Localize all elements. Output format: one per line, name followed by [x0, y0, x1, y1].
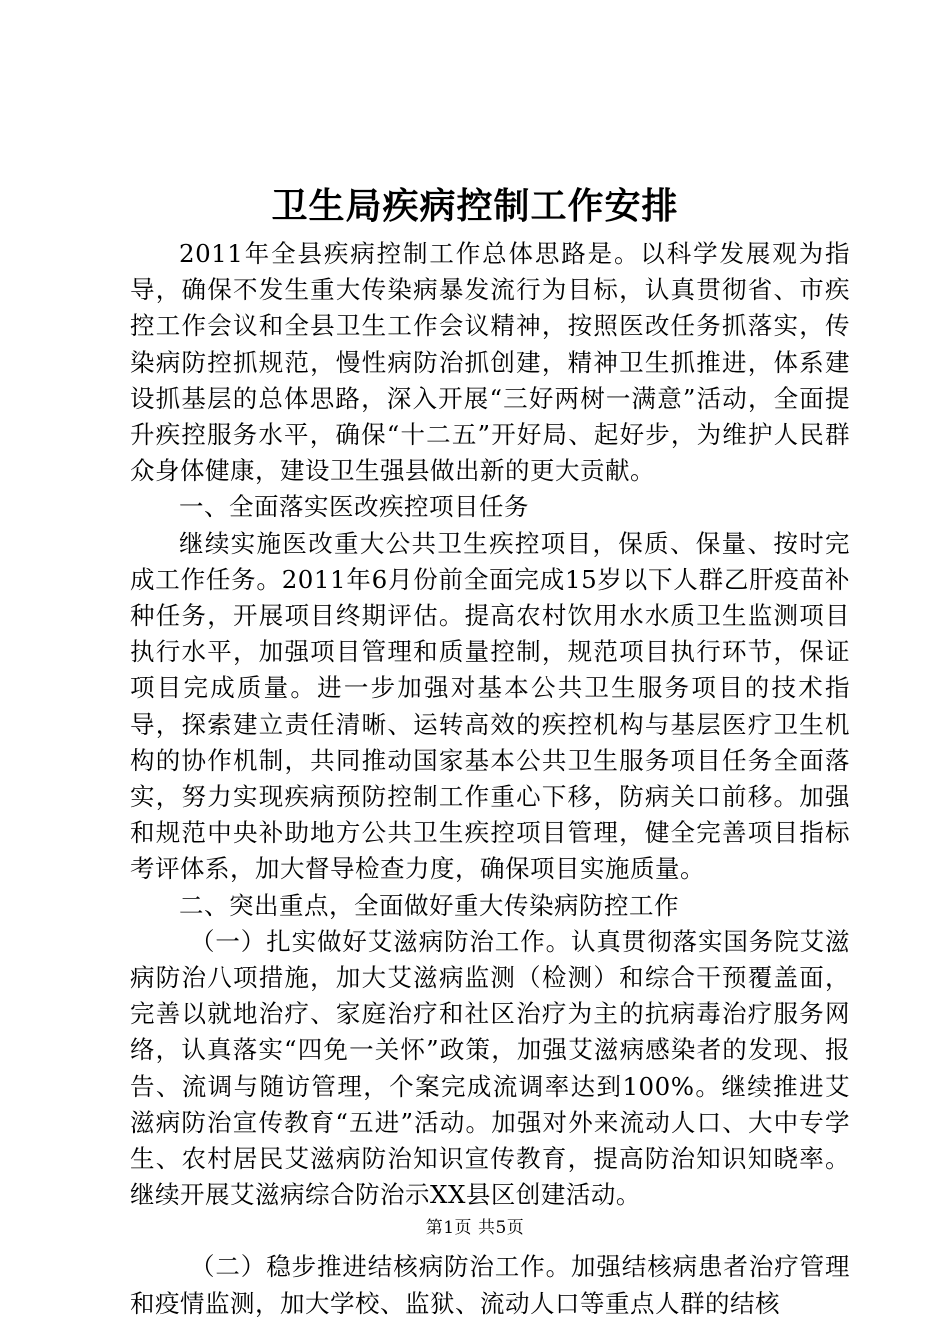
paragraph-aids-prevention: （一）扎实做好艾滋病防治工作。认真贯彻落实国务院艾滋病防治八项措施，加大艾滋病监测（检测）和综合干预覆盖面，完善以就地治疗、家庭治疗和社区治疗为主的抗病毒治疗服务网络，认真落实“四免一关怀”政策，加强艾滋病感染者的发现、报告、流调与随访管理，个案完成流调率达到100%。继续推进艾滋病防治宣传教育“五进”活动。加强对外来流动人口、大中专学生、农村居民艾滋病防治知识宣传教育，提高防治知识知晓率。继续开展艾滋病综合防治示XX县区创建活动。 [130, 926, 850, 1210]
page-footer: 第1页 共5页 [425, 1218, 525, 1238]
section-heading-2: 二、突出重点，全面做好重大传染病防控工作 [179, 890, 679, 920]
paragraph-tuberculosis-prevention: （二）稳步推进结核病防治工作。加强结核病患者治疗管理和疫情监测，加大学校、监狱、流动人口等重点人群的结核 [130, 1252, 850, 1318]
section-heading-1: 一、全面落实医改疾控项目任务 [179, 492, 529, 522]
document-body [130, 236, 850, 1322]
paragraph-section-1: 继续实施医改重大公共卫生疾控项目，保质、保量、按时完成工作任务。2011年6月份前全面完成15岁以下人群乙肝疫苗补种任务，开展项目终期评估。提高农村饮用水水质卫生监测项目执行水平，加强项目管理和质量控制，规范项目执行环节，保证项目完成质量。进一步加强对基本公共卫生服务项目的技术指导，探索建立责任清晰、运转高效的疾控机构与基层医疗卫生机构的协作机制，共同推动国家基本公共卫生服务项目任务全面落实，努力实现疾病预防控制工作重心下移，防病关口前移。加强和规范中央补助地方公共卫生疾控项目管理，健全完善项目指标考评体系，加大督导检查力度，确保项目实施质量。 [130, 528, 850, 884]
document-title: 卫生局疾病控制工作安排 [271, 185, 679, 227]
paragraph-overview: 2011年全县疾病控制工作总体思路是。以科学发展观为指导，确保不发生重大传染病暴发流行为目标，认真贯彻省、市疾控工作会议和全县卫生工作会议精神，按照医改任务抓落实，传染病防控抓规范，慢性病防治抓创建，精神卫生抓推进，体系建设抓基层的总体思路，深入开展“三好两树一满意”活动，全面提升疾控服务水平，确保“十二五”开好局、起好步，为维护人民群众身体健康，建设卫生强县做出新的更大贡献。 [130, 239, 850, 486]
